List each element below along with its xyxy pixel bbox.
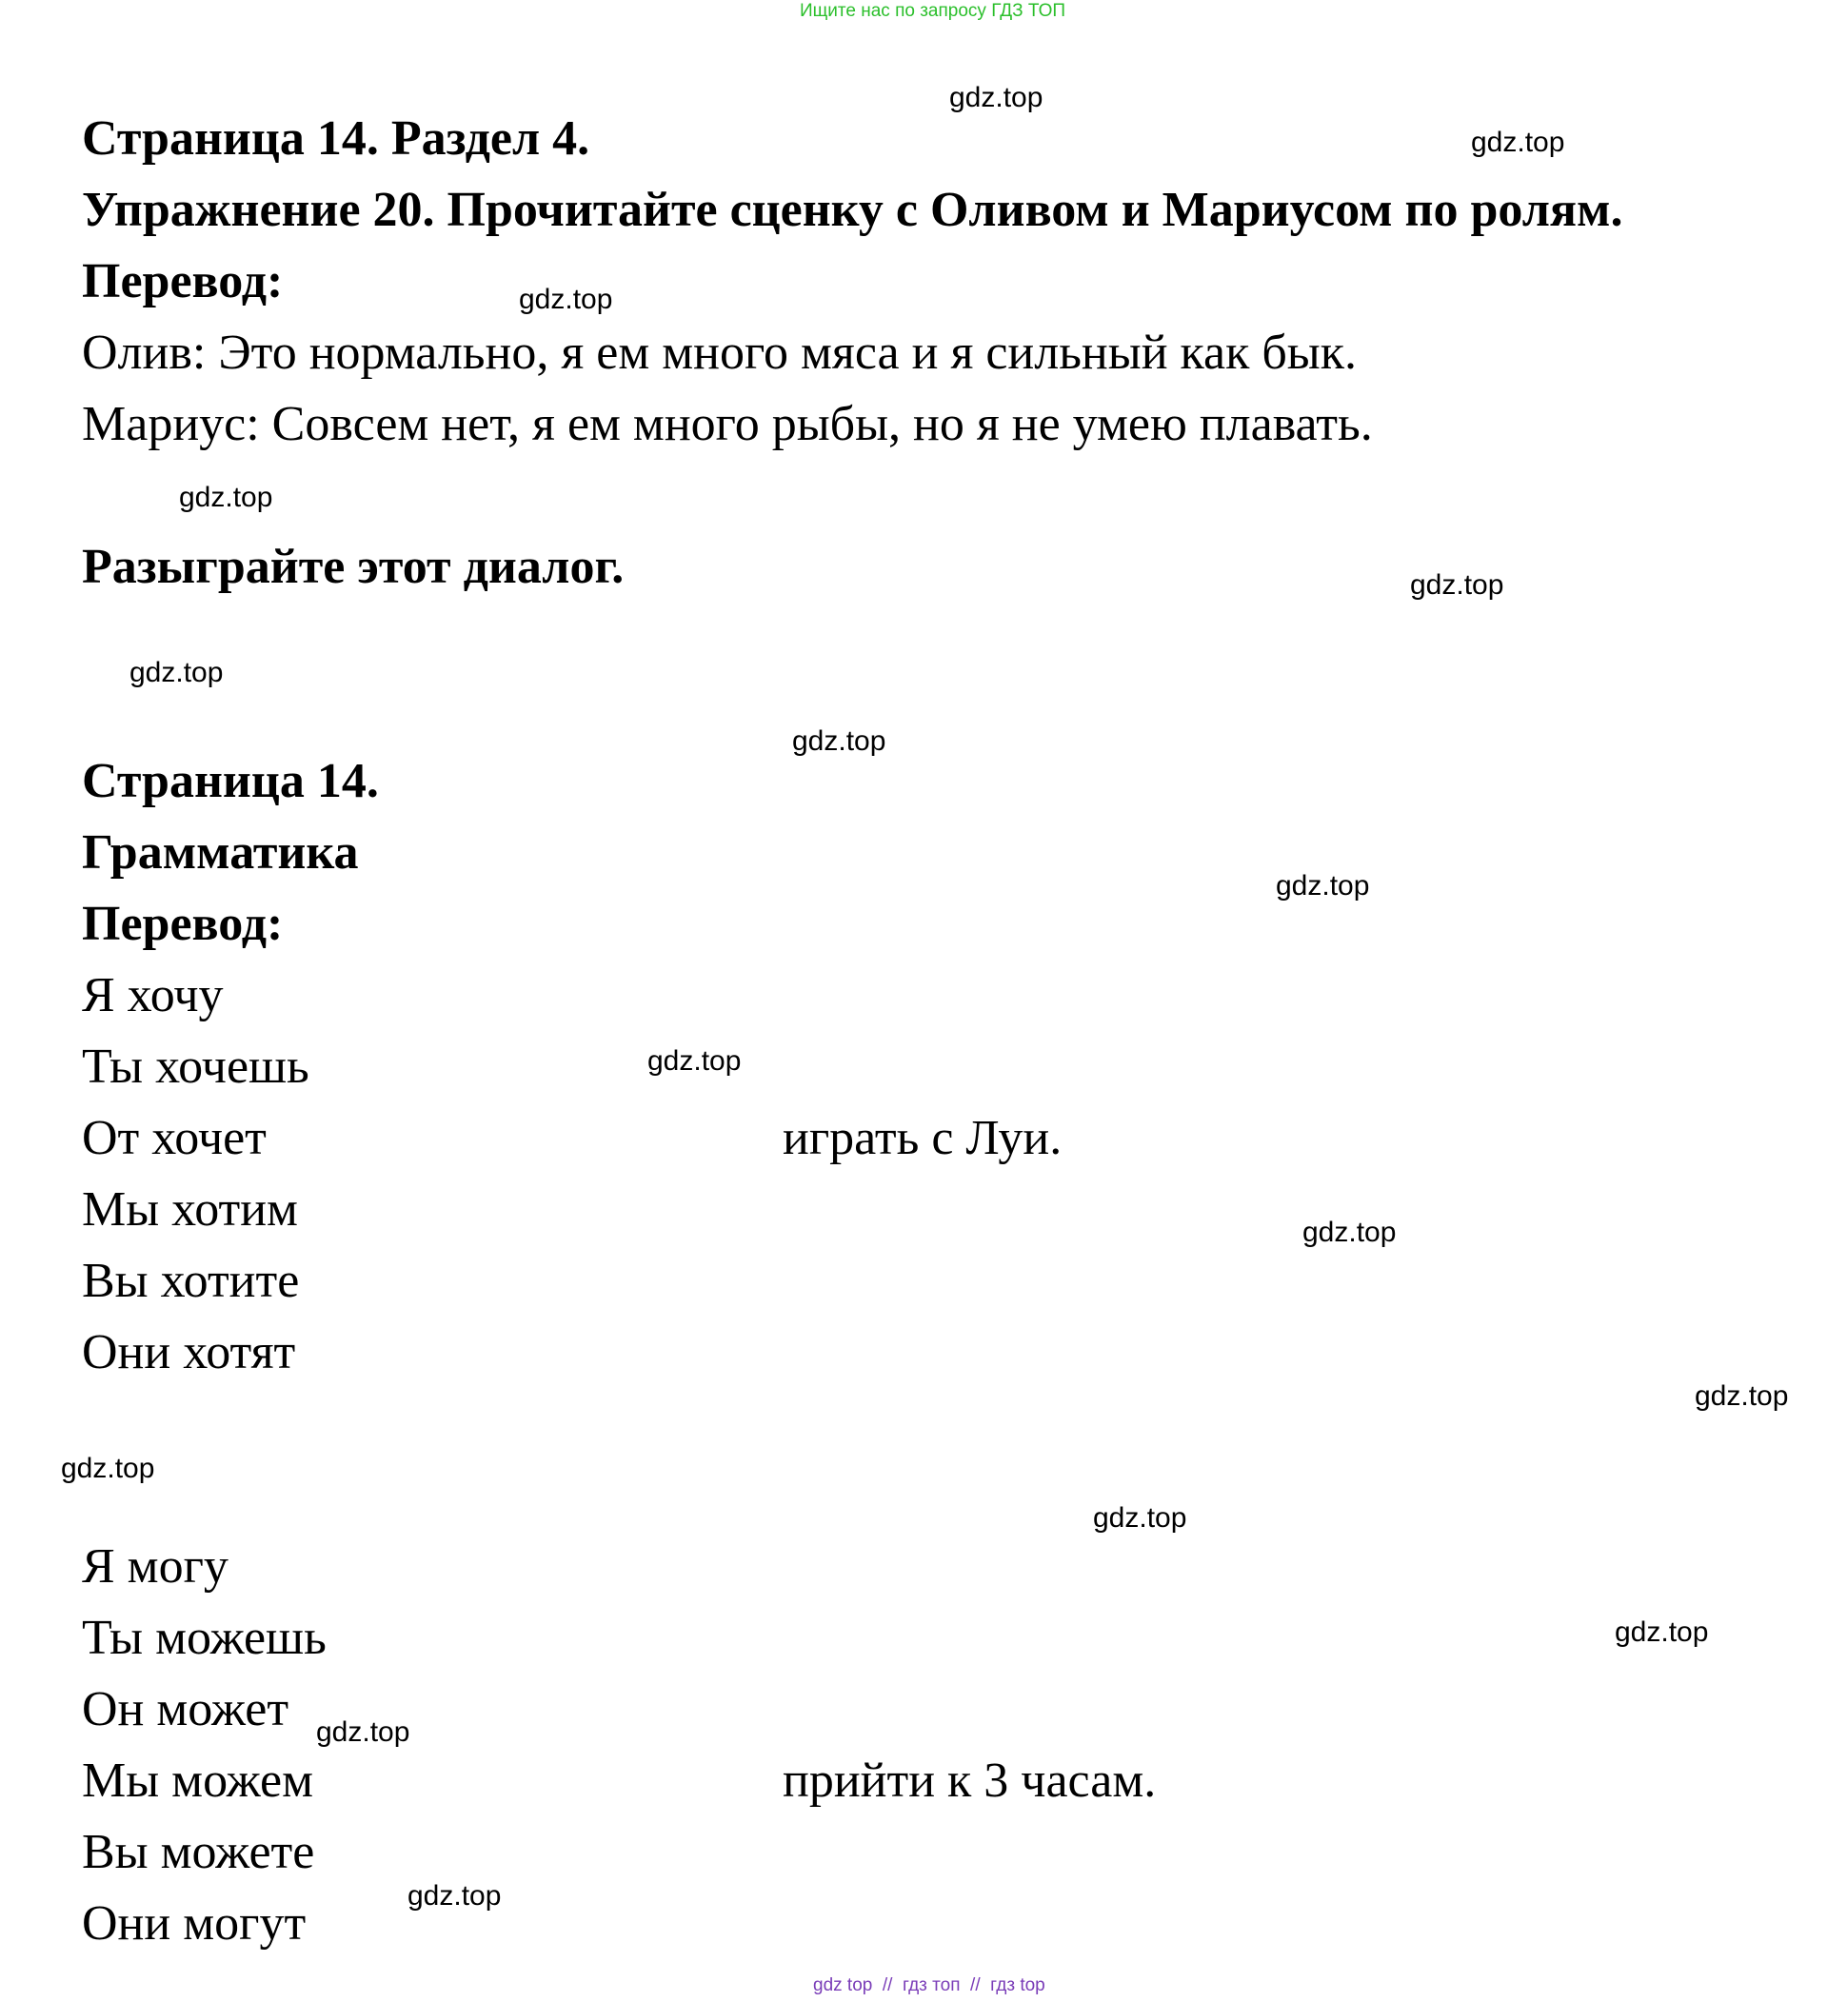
watermark: gdz.top [179,482,273,513]
want-form: Мы хотим [82,1182,298,1237]
can-form: Мы можем [82,1754,314,1808]
top-banner: Ищите нас по запросу ГДЗ ТОП [800,1,1066,21]
can-form: Вы можете [82,1825,315,1879]
watermark: gdz.top [129,657,224,688]
watermark: gdz.top [1093,1502,1187,1534]
section1-title: Страница 14. Раздел 4. [82,111,590,166]
exercise-heading: Упражнение 20. Прочитайте сценку с Оливом и Мариусом по ролям. [82,183,1623,237]
watermark: gdz.top [1276,870,1370,902]
want-form: Я хочу [82,968,224,1022]
watermark: gdz.top [1410,569,1504,601]
watermark: gdz.top [1302,1217,1397,1248]
translation-label-1: Перевод: [82,254,284,308]
want-form: От хочет [82,1111,267,1165]
dialog-line-oliv: Олив: Это нормально, я ем много мяса и я сильный как бык. [82,326,1357,380]
grammar-heading: Грамматика [82,825,359,880]
watermark: gdz.top [316,1716,410,1748]
watermark: gdz.top [647,1045,742,1077]
section2-title: Страница 14. [82,754,379,808]
want-complement: играть с Луи. [783,1111,1063,1165]
want-form: Ты хочешь [82,1040,309,1094]
watermark: gdz.top [407,1880,502,1912]
want-form: Вы хотите [82,1254,300,1308]
watermark: gdz.top [519,284,613,315]
watermark: gdz.top [1615,1616,1709,1648]
watermark: gdz.top [1471,127,1565,158]
instruction: Разыграйте этот диалог. [82,540,625,594]
watermark: gdz.top [61,1453,155,1484]
can-form: Они могут [82,1896,307,1951]
footer: gdz top // гдз топ // гдз top [813,1975,1045,1995]
watermark: gdz.top [1695,1380,1789,1412]
watermark: gdz.top [792,725,886,757]
watermark: gdz.top [949,82,1043,113]
translation-label-2: Перевод: [82,897,284,951]
can-complement: прийти к 3 часам. [783,1754,1157,1808]
want-form: Они хотят [82,1325,296,1379]
can-form: Ты можешь [82,1611,327,1665]
dialog-line-marius: Мариус: Совсем нет, я ем много рыбы, но я не умею плавать. [82,397,1373,451]
can-form: Я могу [82,1539,229,1594]
can-form: Он может [82,1682,289,1736]
